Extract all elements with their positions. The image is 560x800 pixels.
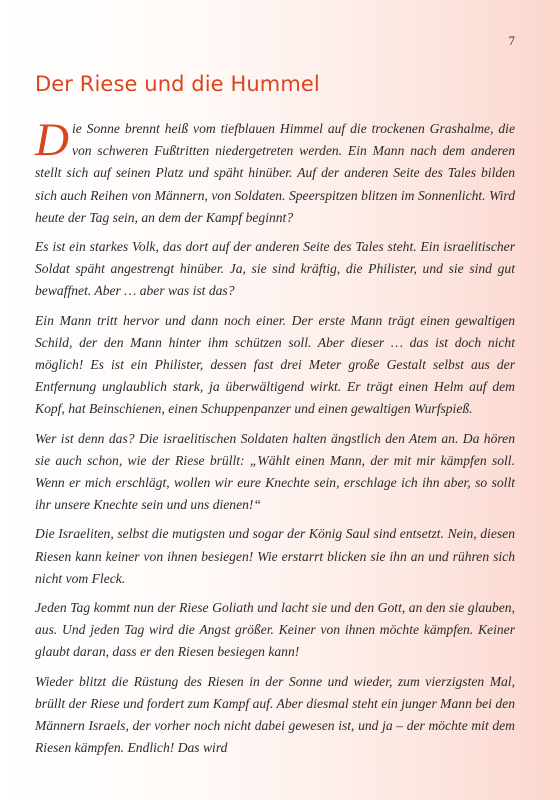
paragraph-4: Wer ist denn das? Die israelitischen Soldaten halten ängstlich den Atem an. Da hören sie auch schon, wie der Riese brüllt: „Wählt einen Mann, der mit mir kämpfen soll. Wenn er mich erschlägt, wollen wir eure Knechte sein, erschlage ich ihn aber, so sollt ihr unsere Knechte sein und uns dienen!“ [35,430,515,513]
page-title: Der Riese und die Hummel [35,72,320,96]
story-body [35,114,515,766]
paragraph-6: Jeden Tag kommt nun der Riese Goliath und lacht sie und den Gott, an den sie glauben, aus. Und jeden Tag wird die Angst größer. Keiner von ihnen möchte kämpfen. Keiner glaubt daran, dass er den Riesen besiegen kann! [35,600,515,660]
paragraph-3: Ein Mann tritt hervor und dann noch einer. Der erste Mann trägt einen gewaltigen Schild, der den Mann hinter ihm schützen soll. Aber dieser … das ist doch nicht möglich! Es ist ein Philister, dessen fast drei Meter große Gestalt selbst aus der Entfernung unglaublich stark, ja überwältigend wirkt. Er trägt einen Helm auf dem Kopf, hat Beinschienen, einen Schuppenpanzer und einen gewaltigen Wurfspieß. [35,312,515,417]
paragraph-5: Die Israeliten, selbst die mutigsten und sogar der König Saul sind entsetzt. Nein, diesen Riesen kann keiner von ihnen besiegen! Wie erstarrt blicken sie ihn an und rühren sich nicht vom Fleck. [35,526,515,586]
page-number: 7 [508,33,515,48]
paragraph-7: Wieder blitzt die Rüstung des Riesen in der Sonne und wieder, zum vierzigsten Mal, brüllt der Riese und fordert zum Kampf auf. Aber diesmal steht ein junger Mann bei den Männern Israels, der vorher noch nicht dabei gewesen ist, und ja – der möchte mit dem Riesen kämpfen. Endlich! Das wird [35,673,515,756]
paragraph-2: Es ist ein starkes Volk, das dort auf der anderen Seite des Tales steht. Ein israelitischer Soldat späht angestrengt hinüber. Ja, sie sind kräftig, die Philister, und sie sind gut bewaffnet. Aber … aber was ist das? [35,239,515,299]
paragraph-1: Die Sonne brennt heiß vom tiefblauen Himmel auf die trockenen Grashalme, die von schweren Fußtritten niedergetreten werden. Ein Mann nach dem anderen stellt sich auf seinen Platz und späht hinüber. Auf der anderen Seite des Tales bilden sich auch Reihen von Männern, von Soldaten. Speerspitzen blitzen im Sonnenlicht. Wird heute der Tag sein, an dem der Kampf beginnt? [35,114,515,225]
